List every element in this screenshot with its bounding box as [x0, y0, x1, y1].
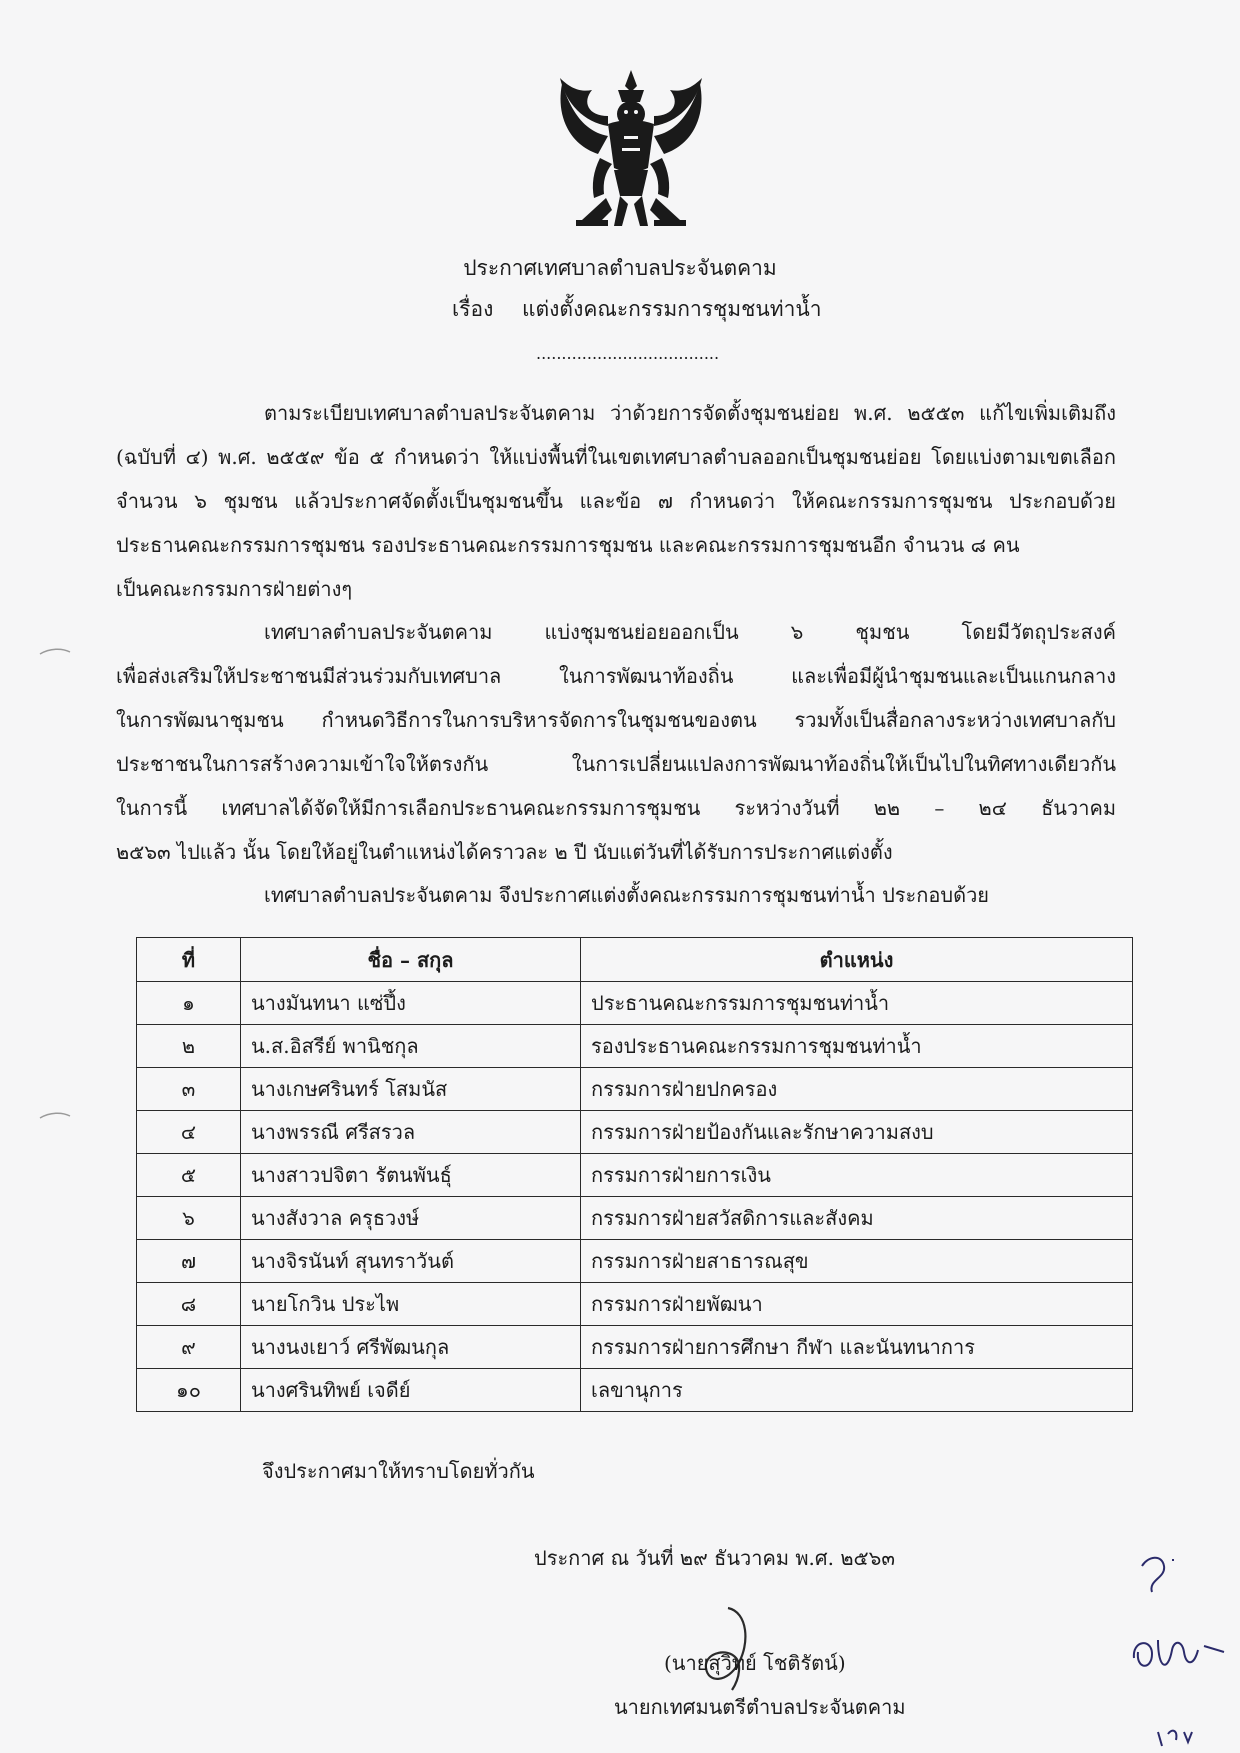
header-position: ตำแหน่ง	[581, 938, 1133, 982]
header-number: ที่	[137, 938, 241, 982]
announcement-date: ประกาศ ณ วันที่ ๒๙ ธันวาคม พ.ศ. ๒๕๖๓	[534, 1546, 896, 1570]
row-position: กรรมการฝ่ายสวัสดิการและสังคม	[581, 1197, 1133, 1240]
row-name: นางมันทนา แซ่ปึ้ง	[241, 982, 581, 1025]
row-name: นางเกษศรินทร์ โสมนัส	[241, 1068, 581, 1111]
paragraph-1-line-3: จำนวน ๖ ชุมชน แล้วประกาศจัดตั้งเป็นชุมชนขึ้น และข้อ ๗ กำหนดว่า ให้คณะกรรมการชุมชน ประกอบด้วย	[116, 489, 1116, 513]
table-row	[137, 1068, 1133, 1111]
handwritten-initials-icon	[1128, 1520, 1240, 1753]
paragraph-2-line-1: เทศบาลตำบลประจันตคาม แบ่งชุมชนย่อยออกเป็น ๖ ชุมชน โดยมีวัตถุประสงค์	[264, 620, 1116, 644]
row-name: นางนงเยาว์ ศรีพัฒนกุล	[241, 1326, 581, 1369]
table-row	[137, 1240, 1133, 1283]
subject-label: เรื่อง	[452, 297, 494, 321]
row-position: กรรมการฝ่ายการศึกษา กีฬา และนันทนาการ	[581, 1326, 1133, 1369]
row-number: ๖	[137, 1197, 241, 1240]
paragraph-2-line-6: ๒๕๖๓ ไปแล้ว นั้น โดยให้อยู่ในตำแหน่งได้คราวละ ๒ ปี นับแต่วันที่ได้รับการประกาศแต่งตั้ง	[116, 840, 893, 864]
row-name: นางสังวาล ครุธวงษ์	[241, 1197, 581, 1240]
row-position: ประธานคณะกรรมการชุมชนท่าน้ำ	[581, 982, 1133, 1025]
row-position: กรรมการฝ่ายการเงิน	[581, 1154, 1133, 1197]
dotted-separator: ....................................	[536, 344, 720, 363]
signatory-name: (นายสุวิทย์ โชติรัตน์)	[664, 1651, 846, 1675]
row-name: นางศรินทิพย์ เจดีย์	[241, 1369, 581, 1412]
paragraph-2-line-2: เพื่อส่งเสริมให้ประชาชนมีส่วนร่วมกับเทศบาล ในการพัฒนาท้องถิ่น และเพื่อมีผู้นำชุมชนและเป็นแกนกลาง	[116, 664, 1116, 688]
paragraph-1-line-4: ประธานคณะกรรมการชุมชน รองประธานคณะกรรมการชุมชน และคณะกรรมการชุมชนอีก จำนวน ๘ คน	[116, 533, 1020, 557]
garuda-emblem-icon	[548, 66, 714, 236]
paragraph-3: เทศบาลตำบลประจันตคาม จึงประกาศแต่งตั้งคณะกรรมการชุมชนท่าน้ำ ประกอบด้วย	[264, 883, 990, 907]
row-position: กรรมการฝ่ายพัฒนา	[581, 1283, 1133, 1326]
table-row	[137, 1283, 1133, 1326]
signatory-position: นายกเทศมนตรีตำบลประจันตคาม	[614, 1695, 906, 1719]
table-row	[137, 1369, 1133, 1412]
row-number: ๗	[137, 1240, 241, 1283]
row-name: นางสาวปจิตา รัตนพันธุ์	[241, 1154, 581, 1197]
paragraph-1-line-2: (ฉบับที่ ๔) พ.ศ. ๒๕๕๙ ข้อ ๕ กำหนดว่า ให้แบ่งพื้นที่ในเขตเทศบาลตำบลออกเป็นชุมชนย่อย โดยแบ่งตามเขตเลือก	[116, 445, 1116, 469]
paragraph-2-line-3: ในการพัฒนาชุมชน กำหนดวิธีการในการบริหารจัดการในชุมชนของตน รวมทั้งเป็นสื่อกลางระหว่างเทศบาลกับ	[116, 708, 1116, 732]
row-position: รองประธานคณะกรรมการชุมชนท่าน้ำ	[581, 1025, 1133, 1068]
table-row	[137, 1197, 1133, 1240]
row-number: ๓	[137, 1068, 241, 1111]
table-row	[137, 1025, 1133, 1068]
row-number: ๕	[137, 1154, 241, 1197]
paragraph-2-line-4: ประชาชนในการสร้างความเข้าใจให้ตรงกัน ในการเปลี่ยนแปลงการพัฒนาท้องถิ่นให้เป็นไปในทิศทางเดียวกัน	[116, 752, 1116, 776]
row-number: ๑	[137, 982, 241, 1025]
row-position: กรรมการฝ่ายปกครอง	[581, 1068, 1133, 1111]
table-row	[137, 982, 1133, 1025]
table-row	[137, 1111, 1133, 1154]
row-position: กรรมการฝ่ายสาธารณสุข	[581, 1240, 1133, 1283]
table-row	[137, 1326, 1133, 1369]
row-number: ๙	[137, 1326, 241, 1369]
subject-text: แต่งตั้งคณะกรรมการชุมชนท่าน้ำ	[522, 297, 822, 321]
table-header-row	[137, 938, 1133, 982]
row-number: ๒	[137, 1025, 241, 1068]
header-name: ชื่อ – สกุล	[241, 938, 581, 982]
table-row	[137, 1154, 1133, 1197]
row-name: น.ส.อิสรีย์ พานิชกุล	[241, 1025, 581, 1068]
row-number: ๔	[137, 1111, 241, 1154]
row-position: กรรมการฝ่ายป้องกันและรักษาความสงบ	[581, 1111, 1133, 1154]
row-name: นางจิรนันท์ สุนทราวันต์	[241, 1240, 581, 1283]
announcement-title: ประกาศเทศบาลตำบลประจันตคาม	[463, 256, 777, 280]
row-name: นางพรรณี ศรีสรวล	[241, 1111, 581, 1154]
paragraph-1-line-1: ตามระเบียบเทศบาลตำบลประจันตคาม ว่าด้วยการจัดตั้งชุมชนย่อย พ.ศ. ๒๕๕๓ แก้ไขเพิ่มเติมถึง	[264, 401, 1116, 425]
members-table	[136, 937, 1133, 1412]
row-number: ๘	[137, 1283, 241, 1326]
row-name: นายโกวิน ประไพ	[241, 1283, 581, 1326]
scan-mark-icon	[36, 640, 76, 1120]
paragraph-2-line-5: ในการนี้ เทศบาลได้จัดให้มีการเลือกประธานคณะกรรมการชุมชน ระหว่างวันที่ ๒๒ – ๒๔ ธันวาคม	[116, 796, 1116, 820]
row-position: เลขานุการ	[581, 1369, 1133, 1412]
closing-statement: จึงประกาศมาให้ทราบโดยทั่วกัน	[262, 1459, 535, 1483]
row-number: ๑๐	[137, 1369, 241, 1412]
paragraph-1-line-5: เป็นคณะกรรมการฝ่ายต่างๆ	[116, 577, 353, 601]
